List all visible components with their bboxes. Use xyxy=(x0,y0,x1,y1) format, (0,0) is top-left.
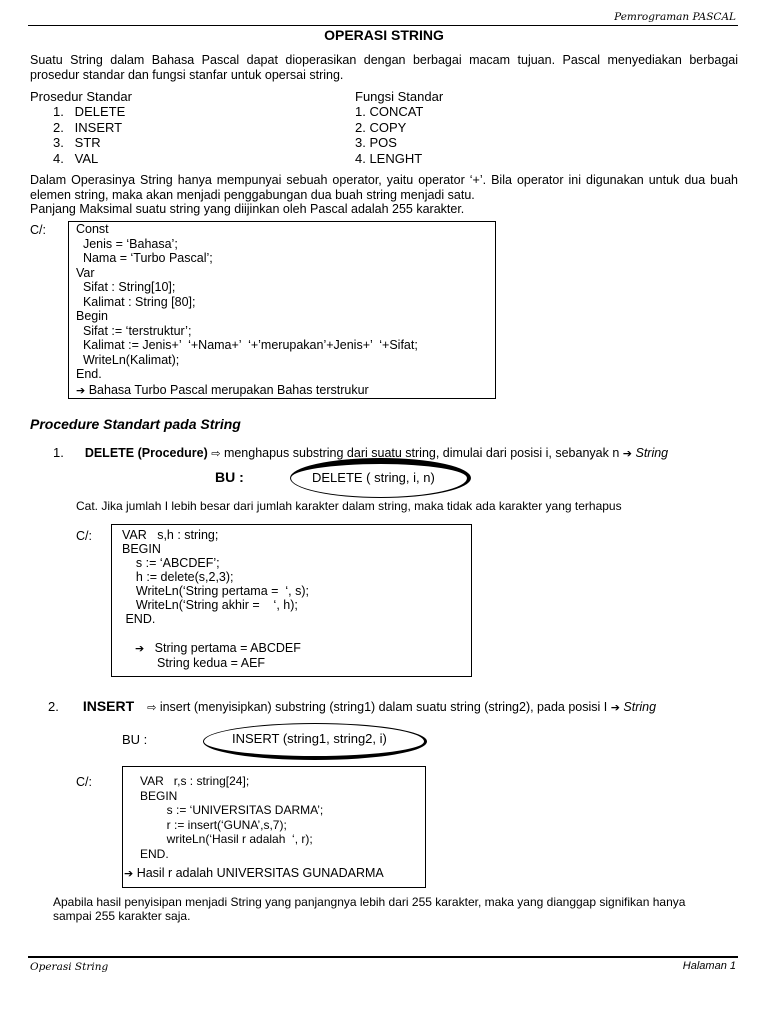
insert-example-label: C/: xyxy=(76,775,92,789)
code-line: WriteLn(‘String akhir = ‘, h); xyxy=(122,598,298,612)
list-item: 4. VAL xyxy=(53,150,99,166)
header-rule xyxy=(28,25,738,26)
delete-output xyxy=(135,641,301,670)
procedures-list xyxy=(53,104,125,166)
return-type: String xyxy=(635,446,669,460)
item-number: 1. xyxy=(53,445,64,460)
code-line: VAR r,s : string[24]; xyxy=(140,774,250,788)
insert-note: Apabila hasil penyisipan menjadi String yang panjangnya lebih dari 255 karakter, maka yang dianggap signifikan hanya sampai 255 karakter saja. xyxy=(53,895,686,923)
code-line: Kalimat : String [80]; xyxy=(76,294,196,309)
footer-rule xyxy=(28,956,738,958)
functions-heading: Fungsi Standar xyxy=(355,89,444,104)
section-heading: Procedure Standart pada String xyxy=(30,416,241,432)
insert-bu-label: BU : xyxy=(122,732,148,747)
code-line: Const xyxy=(76,222,109,236)
code-line: BEGIN xyxy=(140,788,178,803)
code-line: r := insert(‘GUNA’,s,7); xyxy=(140,817,287,832)
functions-list xyxy=(355,104,423,166)
code-line: writeLn(‘Hasil r adalah ‘, r); xyxy=(140,832,313,846)
code-line: END. xyxy=(122,612,156,626)
hollow-arrow-icon: ⇨ xyxy=(211,447,221,460)
list-item: 3. POS xyxy=(355,135,397,150)
code-line: VAR s,h : string; xyxy=(122,528,219,542)
arrow-right-icon: ➔ xyxy=(135,642,145,655)
arrow-right-icon: ➔ xyxy=(76,384,86,397)
procedures-heading: Prosedur Standar xyxy=(30,89,132,104)
delete-example-label: C/: xyxy=(76,529,92,543)
code-line: End. xyxy=(76,367,102,381)
running-header: Pemrograman PASCAL xyxy=(614,11,736,23)
output-line: String pertama = ABCDEF xyxy=(154,641,301,655)
hollow-arrow-icon: ⇨ xyxy=(147,701,157,714)
insert-description: insert (menyisipkan) substring (string1) dalam suatu string (string2), pada posisi I xyxy=(159,700,608,714)
example1-output xyxy=(76,383,369,397)
footer-page-number: Halaman 1 xyxy=(682,960,736,972)
list-item: 1. CONCAT xyxy=(355,104,424,119)
delete-description: menghapus substring dari suatu string, dimulai dari posisi i, sebanyak n xyxy=(223,446,620,460)
delete-note: Cat. Jika jumlah I lebih besar dari jumlah karakter dalam string, maka tidak ada karakter yang terhapus xyxy=(76,499,622,513)
insert-item xyxy=(48,698,656,714)
arrow-right-icon: ➔ xyxy=(610,701,620,714)
arrow-right-icon: ➔ xyxy=(124,867,134,880)
footer-left: Operasi String xyxy=(30,961,109,973)
output-text: Bahasa Turbo Pascal merupakan Bahas terstrukur xyxy=(88,383,369,397)
code-line: END. xyxy=(140,846,169,861)
list-item: 3. STR xyxy=(53,135,101,150)
insert-name: INSERT xyxy=(82,698,135,714)
delete-code xyxy=(122,528,309,626)
list-item: 4. LENGHT xyxy=(355,150,423,166)
output-line: String kedua = AEF xyxy=(157,656,266,670)
code-line: s := ‘UNIVERSITAS DARMA’; xyxy=(140,803,324,817)
code-line: Sifat : String[10]; xyxy=(76,280,176,294)
code-line: WriteLn(‘String pertama = ‘, s); xyxy=(122,584,309,598)
example-label: C/: xyxy=(30,223,46,237)
list-item: 2. INSERT xyxy=(53,119,123,135)
code-line: BEGIN xyxy=(122,542,161,556)
output-text: Hasil r adalah UNIVERSITAS GUNADARMA xyxy=(136,866,384,880)
code-line: Jenis = ‘Bahasa’; xyxy=(76,236,178,251)
arrow-right-icon: ➔ xyxy=(622,447,632,460)
code-line: Sifat := ‘terstruktur’; xyxy=(76,323,192,338)
code-line: Begin xyxy=(76,309,108,323)
insert-output xyxy=(124,866,384,880)
max-length-text: Panjang Maksimal suatu string yang diijinkan oleh Pascal adalah 255 karakter. xyxy=(30,202,465,216)
insert-syntax: INSERT (string1, string2, i) xyxy=(232,731,387,746)
code-line: s := ‘ABCDEF’; xyxy=(122,556,220,570)
code-line: h := delete(s,2,3); xyxy=(122,570,234,584)
delete-syntax: DELETE ( string, i, n) xyxy=(312,470,435,485)
item-number: 2. xyxy=(48,699,59,714)
code-line: Var xyxy=(76,265,95,280)
intro-paragraph: Suatu String dalam Bahasa Pascal dapat dioperasikan dengan berbagai macam tujuan. Pascal menyediakan berbagai prosedur standar dan fungsi stanfar untuk opersai string. xyxy=(30,53,738,82)
code-line: WriteLn(Kalimat); xyxy=(76,352,180,367)
operators-paragraph: Dalam Operasinya String hanya mempunyai sebuah operator, yaitu operator ‘+’. Bila operator ini digunakan untuk dua buah elemen string, maka akan menjadi penggabungan dua buah string menjadi satu. xyxy=(30,173,738,202)
code-line: Nama = ‘Turbo Pascal’; xyxy=(76,251,213,265)
code-line: Kalimat := Jenis+’ ‘+Nama+’ ‘+’merupakan’+Jenis+’ ‘+Sifat; xyxy=(76,338,418,352)
example1-code xyxy=(76,222,418,382)
list-item: 1. DELETE xyxy=(53,104,126,119)
list-item: 2. COPY xyxy=(355,119,407,135)
delete-name: DELETE (Procedure) xyxy=(84,446,208,460)
delete-bu-label: BU : xyxy=(215,469,244,485)
insert-code xyxy=(140,774,323,861)
return-type: String xyxy=(623,700,657,714)
page-title: OPERASI STRING xyxy=(324,27,444,43)
